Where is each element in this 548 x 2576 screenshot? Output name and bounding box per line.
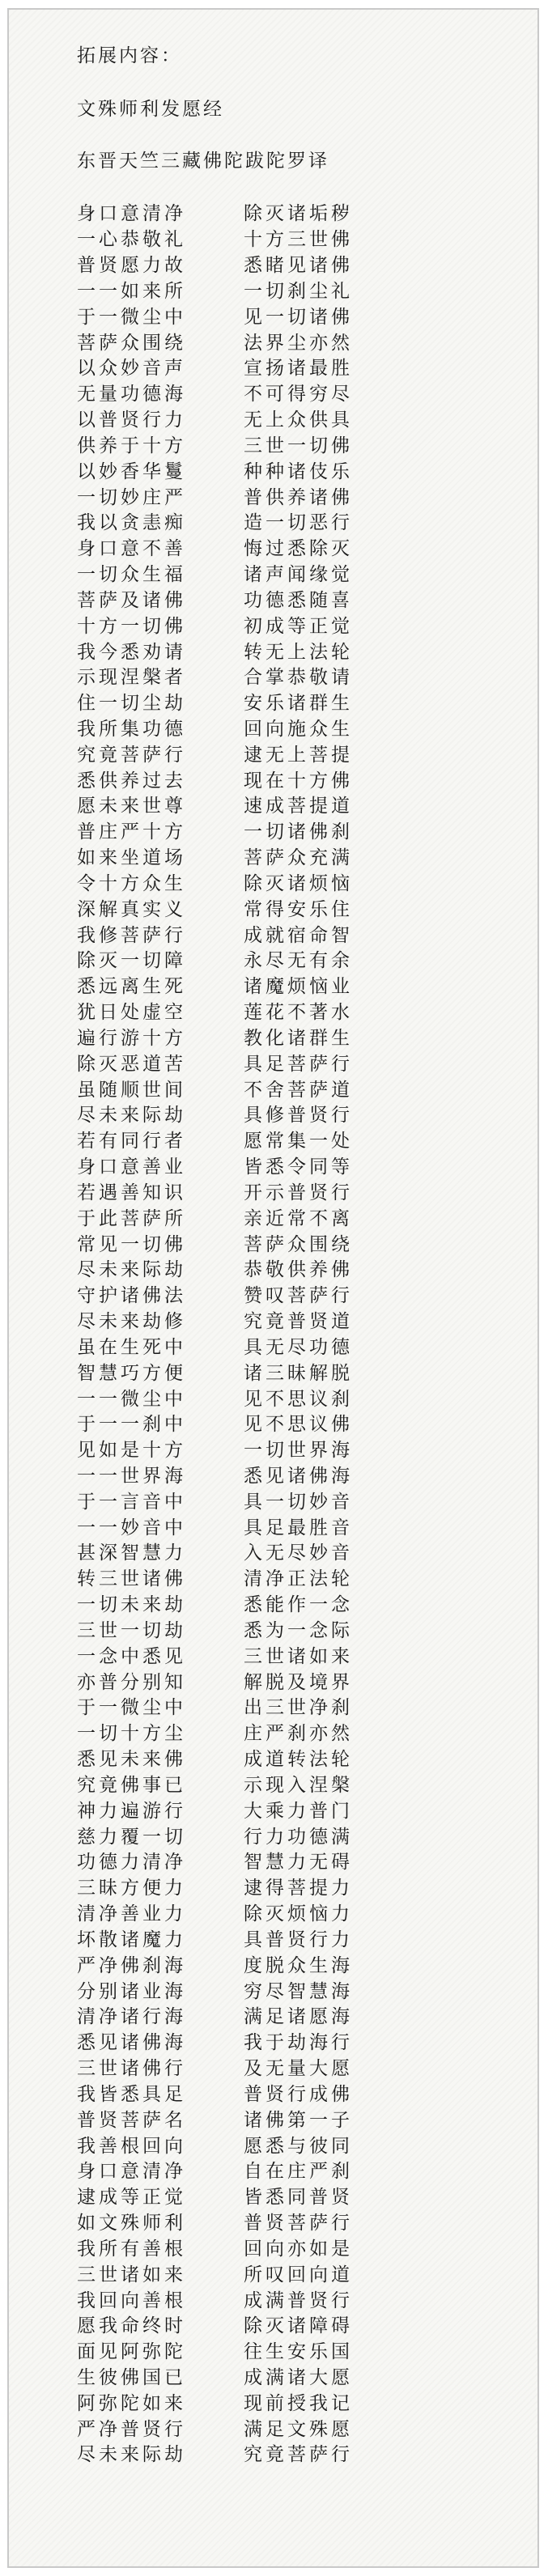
verse-line-right: 悉为一念际 — [244, 1619, 353, 1641]
translator-credit: 东晋天竺三藏佛陀跋陀罗译 — [77, 151, 329, 172]
verse-line-left: 菩萨及诸佛 — [77, 589, 186, 611]
verse-row — [77, 1178, 530, 1203]
verse-row — [77, 1693, 530, 1719]
verse-line-left: 菩萨众围绕 — [77, 332, 186, 354]
verse-line-right: 常得安乐住 — [244, 898, 353, 920]
verse-line-left: 令十方众生 — [77, 872, 186, 894]
verse-line-right: 赞叹菩萨行 — [244, 1285, 353, 1307]
verse-row — [77, 2440, 530, 2466]
verse-line-left: 逮成等正觉 — [77, 2187, 186, 2209]
verse-line-left: 一一妙音中 — [77, 1517, 186, 1538]
verse-line-left: 以众妙音声 — [77, 358, 186, 380]
verse-line-right: 永尽无有余 — [244, 950, 353, 972]
verse-line-left: 面见阿弥陀 — [77, 2341, 186, 2363]
verse-line-left: 住一切尘劫 — [77, 693, 186, 715]
document-page — [7, 8, 539, 2568]
verse-row — [77, 1101, 530, 1127]
verse-row — [77, 1075, 530, 1101]
verse-row — [77, 2054, 530, 2080]
verse-row — [77, 1127, 530, 1152]
verse-line-left: 无量功德海 — [77, 384, 186, 405]
verse-row — [77, 1332, 530, 1358]
verse-line-right: 成满普贤行 — [244, 2290, 353, 2311]
verse-line-right: 法界尘亦然 — [244, 332, 353, 354]
verse-line-right: 一切世界海 — [244, 1440, 353, 1462]
verse-line-right: 诸佛第一子 — [244, 2109, 353, 2131]
verse-line-left: 若遇善知识 — [77, 1182, 186, 1203]
verse-line-left: 示现涅槃者 — [77, 667, 186, 689]
verse-line-right: 功德悉随喜 — [244, 589, 353, 611]
verse-line-right: 初成等正觉 — [244, 615, 353, 637]
verse-row — [77, 560, 530, 586]
verse-row — [77, 869, 530, 895]
verse-row — [77, 1281, 530, 1307]
verse-line-right: 皆悉令同等 — [244, 1156, 353, 1178]
verse-line-left: 神力遍游行 — [77, 1800, 186, 1822]
verse-line-right: 具一切妙音 — [244, 1491, 353, 1513]
verse-line-left: 一心恭敬礼 — [77, 229, 186, 251]
verse-line-right: 成道转法轮 — [244, 1749, 353, 1771]
verse-line-left: 于一微尘中 — [77, 1697, 186, 1719]
verse-line-left: 如文殊师利 — [77, 2213, 186, 2234]
verse-line-right: 满足诸愿海 — [244, 2006, 353, 2028]
verse-line-left: 甚深智慧力 — [77, 1543, 186, 1564]
verse-line-right: 除灭诸障碍 — [244, 2315, 353, 2337]
verse-line-left: 尽未来际劫 — [77, 2444, 186, 2466]
verse-row — [77, 611, 530, 637]
verse-line-right: 及无量大愿 — [244, 2058, 353, 2080]
verse-row — [77, 1487, 530, 1513]
verse-row — [77, 2388, 530, 2414]
verse-row — [77, 199, 530, 225]
verse-line-right: 见一切诸佛 — [244, 306, 353, 328]
verse-row — [77, 1358, 530, 1384]
verse-line-left: 一切众生福 — [77, 564, 186, 586]
verse-line-left: 一一微尘中 — [77, 1388, 186, 1410]
verse-row — [77, 791, 530, 817]
verse-line-right: 悔过悉除灭 — [244, 538, 353, 560]
verse-line-left: 一切未来劫 — [77, 1594, 186, 1616]
verse-line-right: 智慧力无碍 — [244, 1852, 353, 1874]
verse-line-left: 一一如来所 — [77, 280, 186, 302]
verse-line-right: 诸声闻缘觉 — [244, 564, 353, 586]
verse-row — [77, 1771, 530, 1797]
verse-row — [77, 2260, 530, 2285]
verse-line-right: 除灭烦恼力 — [244, 1903, 353, 1925]
verse-line-left: 阿弥陀如来 — [77, 2392, 186, 2414]
verse-line-left: 十方一切佛 — [77, 615, 186, 637]
verse-row — [77, 1976, 530, 2002]
verse-row — [77, 2311, 530, 2337]
verse-line-right: 安乐诸群生 — [244, 693, 353, 715]
verse-line-left: 一切妙庄严 — [77, 486, 186, 508]
verse-line-left: 见如是十方 — [77, 1440, 186, 1462]
verse-line-left: 虽随顺世间 — [77, 1079, 186, 1101]
verse-line-right: 自在庄严刹 — [244, 2161, 353, 2183]
verse-row — [77, 894, 530, 920]
verse-line-left: 悉见未来佛 — [77, 1749, 186, 1771]
verse-line-right: 具修普贤行 — [244, 1105, 353, 1127]
verse-row — [77, 817, 530, 843]
verse-line-left: 转三世诸佛 — [77, 1568, 186, 1590]
verse-row — [77, 946, 530, 972]
verse-line-left: 于此菩萨所 — [77, 1207, 186, 1229]
verse-line-right: 具足菩萨行 — [244, 1053, 353, 1075]
verse-line-right: 度脱众生海 — [244, 1954, 353, 1976]
verse-row — [77, 2105, 530, 2131]
verse-line-left: 身口意不善 — [77, 538, 186, 560]
verse-line-left: 三世诸佛行 — [77, 2058, 186, 2080]
verse-row — [77, 1822, 530, 1848]
verse-row — [77, 1667, 530, 1693]
verse-line-left: 身口意清净 — [77, 2161, 186, 2183]
verse-line-left: 守护诸佛法 — [77, 1285, 186, 1307]
verse-row — [77, 2337, 530, 2363]
verse-line-left: 犹日处虚空 — [77, 1002, 186, 1024]
verse-row — [77, 302, 530, 328]
verse-line-left: 除灭恶道苦 — [77, 1053, 186, 1075]
verse-row — [77, 766, 530, 791]
verse-line-right: 合掌恭敬请 — [244, 667, 353, 689]
verse-line-right: 不舍菩萨道 — [244, 1079, 353, 1101]
verse-line-left: 坏散诸魔力 — [77, 1929, 186, 1950]
verse-row — [77, 740, 530, 766]
verse-row — [77, 2002, 530, 2028]
verse-line-left: 普贤菩萨名 — [77, 2109, 186, 2131]
sutra-title: 文殊师利发愿经 — [77, 99, 224, 120]
verse-line-left: 愿未来世尊 — [77, 796, 186, 817]
verse-line-right: 教化诸群生 — [244, 1027, 353, 1049]
verse-row — [77, 1229, 530, 1255]
verse-line-right: 具普贤行力 — [244, 1929, 353, 1950]
verse-row — [77, 1848, 530, 1874]
verse-row — [77, 715, 530, 741]
verse-line-left: 功德力清净 — [77, 1852, 186, 1874]
verse-row — [77, 1641, 530, 1667]
verse-row — [77, 637, 530, 663]
verse-line-right: 见不思议刹 — [244, 1388, 353, 1410]
verse-row — [77, 2157, 530, 2183]
verse-line-left: 清净善业力 — [77, 1903, 186, 1925]
verse-line-right: 造一切恶行 — [244, 512, 353, 534]
verse-line-left: 于一一刹中 — [77, 1414, 186, 1436]
verse-line-right: 皆悉同普贤 — [244, 2187, 353, 2209]
verse-line-right: 入无尽妙音 — [244, 1543, 353, 1564]
verse-line-right: 愿悉与彼同 — [244, 2135, 353, 2157]
verse-line-right: 普供养诸佛 — [244, 486, 353, 508]
verse-line-left: 一念中悉见 — [77, 1645, 186, 1667]
verse-line-right: 诸三昧解脱 — [244, 1362, 353, 1384]
verse-line-left: 尽未来际劫 — [77, 1105, 186, 1127]
verse-line-left: 供养于十方 — [77, 435, 186, 456]
verse-line-left: 生彼佛国已 — [77, 2366, 186, 2388]
verse-line-right: 究竟普贤道 — [244, 1311, 353, 1333]
verse-line-left: 普庄严十方 — [77, 821, 186, 843]
verse-row — [77, 1513, 530, 1538]
verse-line-right: 所叹回向道 — [244, 2264, 353, 2285]
verse-line-left: 若有同行者 — [77, 1131, 186, 1152]
verse-line-right: 我于劫海行 — [244, 2032, 353, 2054]
verse-line-left: 普贤愿力故 — [77, 255, 186, 277]
verse-row — [77, 2234, 530, 2260]
verse-row — [77, 2131, 530, 2157]
verse-line-right: 示现入涅槃 — [244, 1774, 353, 1796]
verse-line-left: 遍行游十方 — [77, 1027, 186, 1049]
verse-line-left: 分别诸业海 — [77, 1980, 186, 2002]
verse-line-right: 除灭诸烦恼 — [244, 872, 353, 894]
verse-line-right: 种种诸伎乐 — [244, 460, 353, 482]
verse-row — [77, 1616, 530, 1642]
verse-line-right: 普贤菩萨行 — [244, 2213, 353, 2234]
verse-line-right: 开示普贤行 — [244, 1182, 353, 1203]
verse-line-left: 虽在生死中 — [77, 1336, 186, 1358]
verse-line-left: 究竟佛事已 — [77, 1774, 186, 1796]
verse-line-left: 我修菩萨行 — [77, 924, 186, 946]
verse-line-right: 逮得菩提力 — [244, 1878, 353, 1899]
verse-row — [77, 998, 530, 1024]
verse-line-left: 悉远离生死 — [77, 976, 186, 998]
verse-row — [77, 1049, 530, 1075]
verse-row — [77, 405, 530, 431]
verse-line-left: 如来坐道场 — [77, 847, 186, 869]
verse-line-right: 莲花不著水 — [244, 1002, 353, 1024]
verse-line-right: 无上众供具 — [244, 410, 353, 431]
verse-line-right: 三世一切佛 — [244, 435, 353, 456]
verse-line-right: 宣扬诸最胜 — [244, 358, 353, 380]
verse-row — [77, 482, 530, 508]
verse-row — [77, 1745, 530, 1771]
verse-line-left: 悉见诸佛海 — [77, 2032, 186, 2054]
verse-line-right: 菩萨众围绕 — [244, 1233, 353, 1255]
verse-line-left: 亦普分别知 — [77, 1671, 186, 1693]
verse-line-left: 我以贪恚痴 — [77, 512, 186, 534]
verse-line-left: 尽未来劫修 — [77, 1311, 186, 1333]
verse-line-right: 行力功德满 — [244, 1826, 353, 1848]
verse-row — [77, 1203, 530, 1229]
verse-line-right: 穷尽智慧海 — [244, 1980, 353, 2002]
verse-row — [77, 1719, 530, 1745]
verse-line-right: 往生安乐国 — [244, 2341, 353, 2363]
verse-row — [77, 251, 530, 277]
verse-line-right: 普贤行成佛 — [244, 2083, 353, 2105]
verse-line-right: 恭敬供养佛 — [244, 1259, 353, 1281]
verse-line-left: 一一世界海 — [77, 1466, 186, 1487]
verse-line-left: 身口意善业 — [77, 1156, 186, 1178]
verse-row — [77, 843, 530, 869]
verse-line-left: 身口意清净 — [77, 203, 186, 225]
verse-row — [77, 225, 530, 251]
verse-row — [77, 1925, 530, 1950]
verse-row — [77, 1874, 530, 1899]
verse-row — [77, 1307, 530, 1333]
verse-row — [77, 1384, 530, 1410]
verse-line-left: 三昧方便力 — [77, 1878, 186, 1899]
verse-row — [77, 2209, 530, 2234]
verse-line-right: 转无上法轮 — [244, 641, 353, 663]
verse-line-right: 现前授我记 — [244, 2392, 353, 2414]
verse-line-right: 悉见诸佛海 — [244, 1466, 353, 1487]
verse-line-left: 除灭一切障 — [77, 950, 186, 972]
verse-line-left: 以普贤行力 — [77, 410, 186, 431]
verse-row — [77, 1899, 530, 1925]
verse-row — [77, 2079, 530, 2105]
verse-line-left: 三世诸如来 — [77, 2264, 186, 2285]
verse-row — [77, 431, 530, 456]
verse-line-left: 清净诸行海 — [77, 2006, 186, 2028]
verse-line-right: 大乘力普门 — [244, 1800, 353, 1822]
verse-line-left: 智慧巧方便 — [77, 1362, 186, 1384]
verse-line-left: 我所有善根 — [77, 2238, 186, 2260]
verse-line-right: 诸魔烦恼业 — [244, 976, 353, 998]
verse-line-right: 成就宿命智 — [244, 924, 353, 946]
verse-line-right: 解脱及境界 — [244, 1671, 353, 1693]
verse-row — [77, 1796, 530, 1822]
verse-line-right: 一切刹尘礼 — [244, 280, 353, 302]
verse-line-right: 满足文殊愿 — [244, 2418, 353, 2440]
verse-row — [77, 508, 530, 534]
verse-line-right: 十方三世佛 — [244, 229, 353, 251]
verse-row — [77, 1255, 530, 1281]
verse-row — [77, 1590, 530, 1616]
verse-line-right: 究竟菩萨行 — [244, 2444, 353, 2466]
verse-line-right: 回向施众生 — [244, 718, 353, 740]
verse-line-left: 愿我命终时 — [77, 2315, 186, 2337]
verse-row — [77, 456, 530, 482]
verse-line-right: 具无尽功德 — [244, 1336, 353, 1358]
verse-line-right: 悉能作一念 — [244, 1594, 353, 1616]
verse-row — [77, 1538, 530, 1564]
verse-line-left: 严净佛刹海 — [77, 1954, 186, 1976]
section-heading: 拓展内容： — [77, 45, 182, 66]
verse-line-right: 三世诸如来 — [244, 1645, 353, 1667]
verse-row — [77, 1152, 530, 1178]
verse-row — [77, 380, 530, 405]
verse-row — [77, 1410, 530, 1436]
verse-row — [77, 2183, 530, 2209]
verse-row — [77, 663, 530, 689]
verse-row — [77, 2414, 530, 2440]
verse-row — [77, 2285, 530, 2311]
verse-row — [77, 2028, 530, 2054]
verse-line-left: 悉供养过去 — [77, 770, 186, 791]
verse-line-left: 我所集功德 — [77, 718, 186, 740]
verse-line-right: 一切诸佛刹 — [244, 821, 353, 843]
verse-line-left: 于一言音中 — [77, 1491, 186, 1513]
verse-line-right: 具足最胜音 — [244, 1517, 353, 1538]
verse-line-left: 我皆悉具足 — [77, 2083, 186, 2105]
verse-row — [77, 2363, 530, 2389]
verse-line-right: 现在十方佛 — [244, 770, 353, 791]
verse-row — [77, 276, 530, 302]
verse-line-left: 于一微尘中 — [77, 306, 186, 328]
verse-row — [77, 1950, 530, 1976]
verse-line-left: 深解真实义 — [77, 898, 186, 920]
verse-line-right: 见不思议佛 — [244, 1414, 353, 1436]
verse-row — [77, 1436, 530, 1462]
verse-line-right: 回向亦如是 — [244, 2238, 353, 2260]
verse-line-left: 我回向善根 — [77, 2290, 186, 2311]
verse-row — [77, 534, 530, 560]
verse-line-left: 慈力覆一切 — [77, 1826, 186, 1848]
verse-line-left: 严净普贤行 — [77, 2418, 186, 2440]
verse-line-right: 除灭诸垢秽 — [244, 203, 353, 225]
verse-line-left: 三世一切劫 — [77, 1619, 186, 1641]
verse-line-right: 成满诸大愿 — [244, 2366, 353, 2388]
verse-line-left: 一切十方尘 — [77, 1723, 186, 1745]
verse-line-left: 我今悉劝请 — [77, 641, 186, 663]
verse-row — [77, 585, 530, 611]
verse-line-right: 亲近常不离 — [244, 1207, 353, 1229]
verse-row — [77, 920, 530, 946]
verse-line-left: 我善根回向 — [77, 2135, 186, 2157]
verse-row — [77, 689, 530, 715]
verse-row — [77, 972, 530, 998]
verse-line-right: 速成菩提道 — [244, 796, 353, 817]
verse-line-right: 不可得穷尽 — [244, 384, 353, 405]
verse-row — [77, 354, 530, 380]
verse-line-right: 清净正法轮 — [244, 1568, 353, 1590]
verse-line-right: 逮无上菩提 — [244, 744, 353, 766]
verse-line-left: 以妙香华鬘 — [77, 460, 186, 482]
verse-line-right: 菩萨众充满 — [244, 847, 353, 869]
verse-row — [77, 328, 530, 354]
verse-row — [77, 1024, 530, 1050]
verse-row — [77, 1564, 530, 1590]
verse-line-right: 出三世净刹 — [244, 1697, 353, 1719]
verse-line-right: 愿常集一处 — [244, 1131, 353, 1152]
verse-row — [77, 1462, 530, 1487]
verse-line-left: 常见一切佛 — [77, 1233, 186, 1255]
verse-line-right: 庄严刹亦然 — [244, 1723, 353, 1745]
verse-line-left: 尽未来际劫 — [77, 1259, 186, 1281]
verse-line-right: 悉睹见诸佛 — [244, 255, 353, 277]
verse-list — [77, 199, 530, 2466]
verse-line-left: 究竟菩萨行 — [77, 744, 186, 766]
